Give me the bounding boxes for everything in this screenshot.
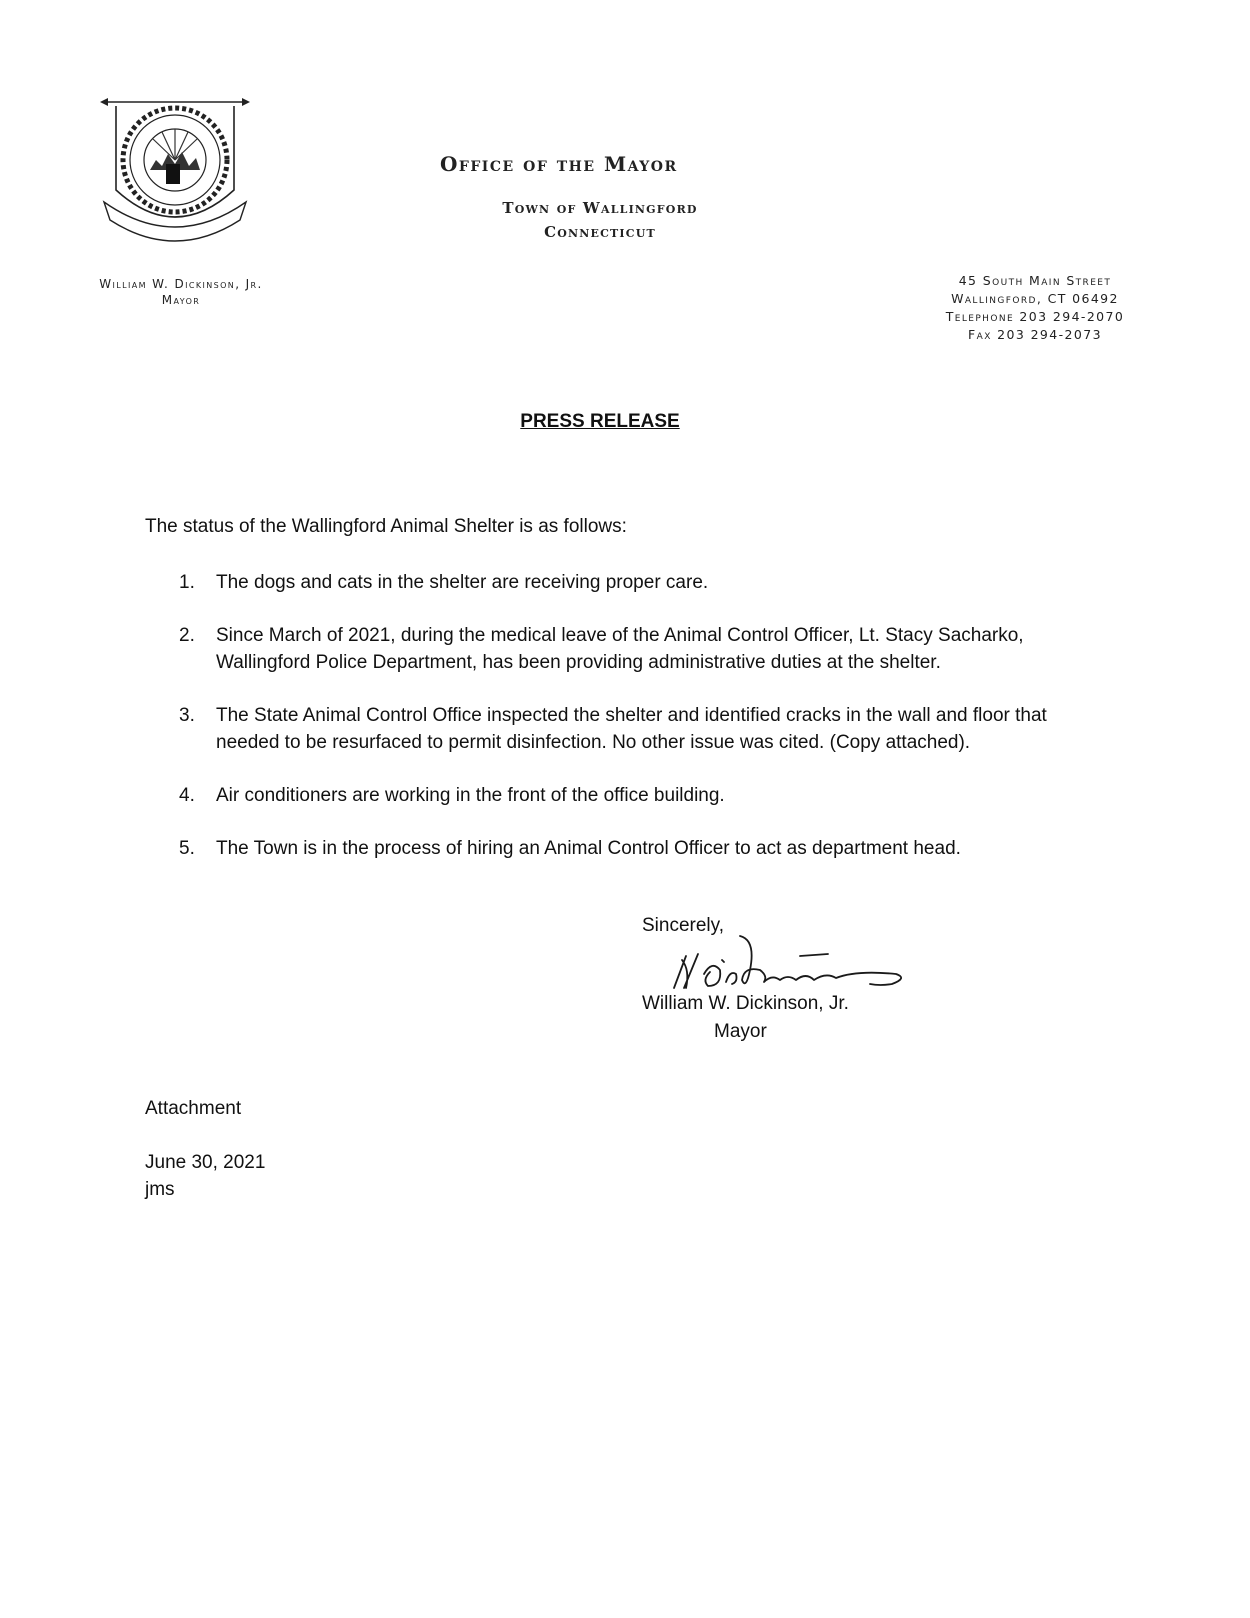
state-name: Connecticut (544, 223, 656, 241)
list-item-number: 2. (179, 625, 195, 646)
list-item (175, 569, 1095, 596)
list-item (175, 702, 1095, 756)
list-item (175, 835, 1095, 862)
address-street: 45 South Main Street (958, 273, 1112, 288)
list-item-text: The Town is in the process of hiring an Animal Control Officer to act as department head. (216, 838, 961, 859)
list-item-text: The dogs and cats in the shelter are receiving proper care. (216, 572, 709, 593)
town-name-block (430, 196, 770, 244)
office-title: Office of the Mayor (440, 152, 678, 176)
handwritten-signature (660, 930, 910, 1000)
telephone: Telephone 203 294-2070 (945, 309, 1125, 324)
signer-title: Mayor (714, 1021, 767, 1042)
status-list (175, 569, 1095, 862)
closing-salutation: Sincerely, (642, 915, 725, 936)
town-name: Town of Wallingford (502, 199, 698, 217)
mayor-header (70, 276, 292, 308)
list-item-number: 4. (179, 785, 195, 806)
list-item (175, 782, 1095, 809)
typist-initials: jms (145, 1179, 175, 1200)
fax: Fax 203 294-2073 (968, 327, 1102, 342)
address-block (915, 272, 1155, 344)
list-item-text: Since March of 2021, during the medical leave of the Animal Control Officer, Lt. Stacy Sacharko, Wallingford Police Department, has been providing administrative duties at the shelter. (216, 625, 1024, 673)
town-seal-logo (98, 94, 252, 244)
list-item (175, 622, 1095, 676)
signer-name: William W. Dickinson, Jr. (642, 993, 849, 1014)
list-item-number: 3. (179, 705, 195, 726)
mayor-header-title: Mayor (161, 293, 201, 307)
list-item-number: 1. (179, 572, 195, 593)
address-city: Wallingford, CT 06492 (951, 291, 1119, 306)
intro-paragraph: The status of the Wallingford Animal Shelter is as follows: (145, 516, 627, 537)
attachment-note: Attachment (145, 1098, 242, 1119)
list-item-text: The State Animal Control Office inspected the shelter and identified cracks in the wall and floor that needed to be resurfaced to permit disinfection. No other issue was cited. (Copy attached). (216, 705, 1047, 753)
press-release-heading: PRESS RELEASE (520, 411, 680, 432)
list-item-number: 5. (179, 838, 195, 859)
mayor-header-name: William W. Dickinson, Jr. (99, 277, 263, 291)
list-item-text: Air conditioners are working in the front of the office building. (216, 785, 725, 806)
letter-date: June 30, 2021 (145, 1152, 266, 1173)
